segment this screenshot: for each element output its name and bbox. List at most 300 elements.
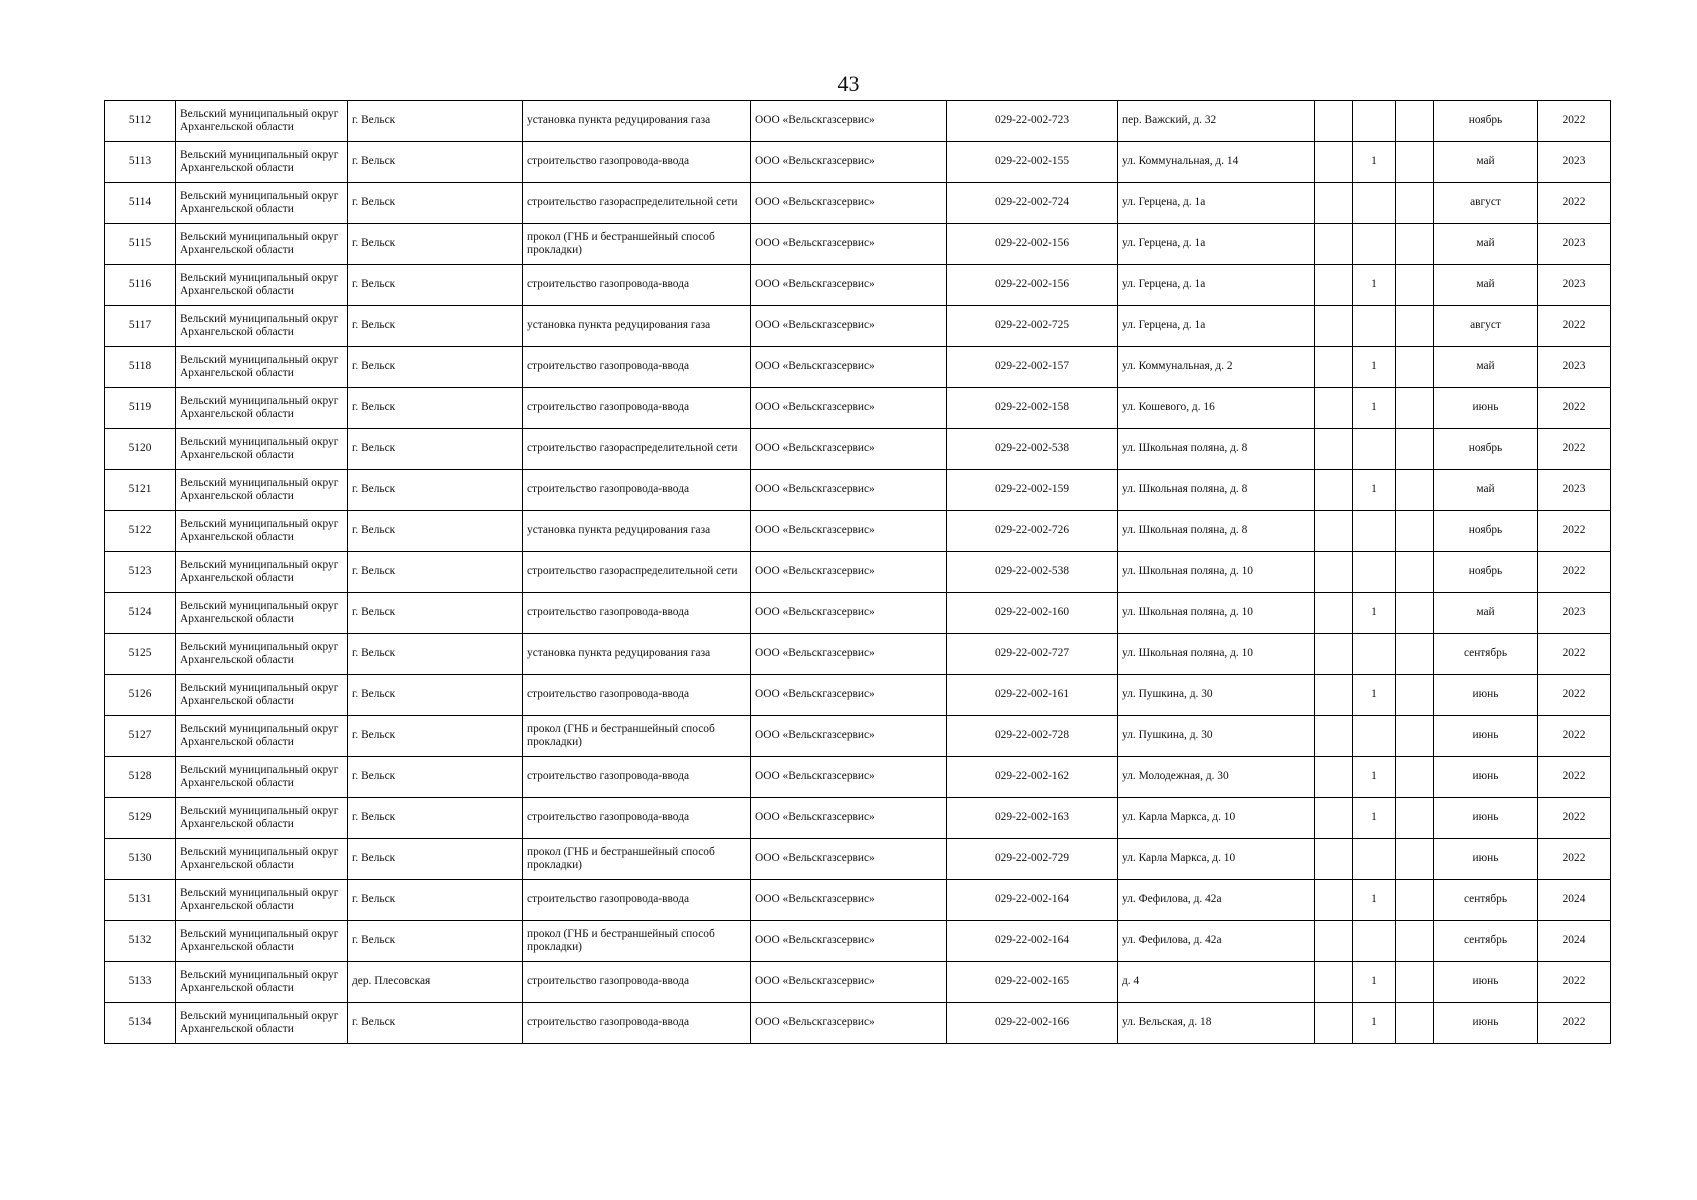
month-cell: май xyxy=(1434,347,1538,388)
year-cell: 2022 xyxy=(1538,716,1611,757)
year-cell: 2023 xyxy=(1538,347,1611,388)
address-cell: ул. Школьная поляна, д. 10 xyxy=(1118,593,1315,634)
year-cell: 2022 xyxy=(1538,511,1611,552)
address-cell: пер. Важский, д. 32 xyxy=(1118,101,1315,142)
work-type-cell: прокол (ГНБ и бестраншейный способ прокладки) xyxy=(523,839,751,880)
district-cell: Вельский муниципальный округ Архангельской области xyxy=(176,921,348,962)
organization-cell: ООО «Вельскгазсервис» xyxy=(751,224,947,265)
object-code-cell: 029-22-002-156 xyxy=(947,265,1118,306)
work-type-cell: строительство газопровода-ввода xyxy=(523,142,751,183)
count-cell xyxy=(1353,183,1396,224)
work-type-cell: строительство газопровода-ввода xyxy=(523,593,751,634)
count-cell xyxy=(1353,511,1396,552)
empty-cell-a xyxy=(1315,1003,1353,1044)
empty-cell-b xyxy=(1396,511,1434,552)
empty-cell-a xyxy=(1315,306,1353,347)
organization-cell: ООО «Вельскгазсервис» xyxy=(751,921,947,962)
settlement-cell: г. Вельск xyxy=(348,839,523,880)
address-cell: ул. Герцена, д. 1а xyxy=(1118,265,1315,306)
table-row xyxy=(105,511,1611,552)
empty-cell-a xyxy=(1315,798,1353,839)
organization-cell: ООО «Вельскгазсервис» xyxy=(751,593,947,634)
month-cell: июнь xyxy=(1434,839,1538,880)
settlement-cell: дер. Плесовская xyxy=(348,962,523,1003)
district-cell: Вельский муниципальный округ Архангельской области xyxy=(176,880,348,921)
organization-cell: ООО «Вельскгазсервис» xyxy=(751,962,947,1003)
month-cell: май xyxy=(1434,142,1538,183)
count-cell: 1 xyxy=(1353,880,1396,921)
district-cell: Вельский муниципальный округ Архангельской области xyxy=(176,265,348,306)
object-code-cell: 029-22-002-727 xyxy=(947,634,1118,675)
work-type-cell: установка пункта редуцирования газа xyxy=(523,101,751,142)
organization-cell: ООО «Вельскгазсервис» xyxy=(751,142,947,183)
count-cell: 1 xyxy=(1353,470,1396,511)
object-code-cell: 029-22-002-156 xyxy=(947,224,1118,265)
count-cell xyxy=(1353,552,1396,593)
empty-cell-b xyxy=(1396,552,1434,593)
row-number-cell: 5120 xyxy=(105,429,176,470)
settlement-cell: г. Вельск xyxy=(348,511,523,552)
district-cell: Вельский муниципальный округ Архангельской области xyxy=(176,183,348,224)
table-row xyxy=(105,921,1611,962)
work-type-cell: строительство газопровода-ввода xyxy=(523,347,751,388)
work-type-cell: прокол (ГНБ и бестраншейный способ прокладки) xyxy=(523,716,751,757)
row-number-cell: 5124 xyxy=(105,593,176,634)
year-cell: 2022 xyxy=(1538,839,1611,880)
row-number-cell: 5117 xyxy=(105,306,176,347)
organization-cell: ООО «Вельскгазсервис» xyxy=(751,716,947,757)
work-type-cell: строительство газопровода-ввода xyxy=(523,798,751,839)
address-cell: ул. Коммунальная, д. 2 xyxy=(1118,347,1315,388)
organization-cell: ООО «Вельскгазсервис» xyxy=(751,306,947,347)
settlement-cell: г. Вельск xyxy=(348,593,523,634)
count-cell xyxy=(1353,716,1396,757)
table-row xyxy=(105,388,1611,429)
district-cell: Вельский муниципальный округ Архангельской области xyxy=(176,839,348,880)
table-row xyxy=(105,798,1611,839)
empty-cell-b xyxy=(1396,101,1434,142)
month-cell: июнь xyxy=(1434,675,1538,716)
row-number-cell: 5134 xyxy=(105,1003,176,1044)
table-body xyxy=(105,101,1611,1044)
year-cell: 2024 xyxy=(1538,880,1611,921)
district-cell: Вельский муниципальный округ Архангельской области xyxy=(176,511,348,552)
object-code-cell: 029-22-002-163 xyxy=(947,798,1118,839)
row-number-cell: 5125 xyxy=(105,634,176,675)
settlement-cell: г. Вельск xyxy=(348,183,523,224)
object-code-cell: 029-22-002-164 xyxy=(947,921,1118,962)
object-code-cell: 029-22-002-157 xyxy=(947,347,1118,388)
district-cell: Вельский муниципальный округ Архангельской области xyxy=(176,388,348,429)
month-cell: ноябрь xyxy=(1434,101,1538,142)
empty-cell-a xyxy=(1315,183,1353,224)
district-cell: Вельский муниципальный округ Архангельской области xyxy=(176,142,348,183)
address-cell: ул. Молодежная, д. 30 xyxy=(1118,757,1315,798)
row-number-cell: 5115 xyxy=(105,224,176,265)
empty-cell-b xyxy=(1396,265,1434,306)
district-cell: Вельский муниципальный округ Архангельской области xyxy=(176,675,348,716)
registry-table xyxy=(104,100,1611,1044)
empty-cell-b xyxy=(1396,470,1434,511)
empty-cell-b xyxy=(1396,798,1434,839)
year-cell: 2023 xyxy=(1538,470,1611,511)
year-cell: 2022 xyxy=(1538,675,1611,716)
organization-cell: ООО «Вельскгазсервис» xyxy=(751,1003,947,1044)
table-row xyxy=(105,552,1611,593)
count-cell xyxy=(1353,839,1396,880)
month-cell: август xyxy=(1434,306,1538,347)
row-number-cell: 5132 xyxy=(105,921,176,962)
month-cell: сентябрь xyxy=(1434,634,1538,675)
empty-cell-a xyxy=(1315,880,1353,921)
table-row xyxy=(105,183,1611,224)
year-cell: 2022 xyxy=(1538,429,1611,470)
empty-cell-a xyxy=(1315,429,1353,470)
work-type-cell: строительство газораспределительной сети xyxy=(523,552,751,593)
address-cell: ул. Фефилова, д. 42а xyxy=(1118,921,1315,962)
empty-cell-b xyxy=(1396,675,1434,716)
address-cell: ул. Пушкина, д. 30 xyxy=(1118,675,1315,716)
settlement-cell: г. Вельск xyxy=(348,1003,523,1044)
work-type-cell: прокол (ГНБ и бестраншейный способ прокладки) xyxy=(523,921,751,962)
district-cell: Вельский муниципальный округ Архангельской области xyxy=(176,757,348,798)
object-code-cell: 029-22-002-725 xyxy=(947,306,1118,347)
year-cell: 2022 xyxy=(1538,798,1611,839)
empty-cell-a xyxy=(1315,224,1353,265)
table-row xyxy=(105,593,1611,634)
district-cell: Вельский муниципальный округ Архангельской области xyxy=(176,962,348,1003)
month-cell: июнь xyxy=(1434,962,1538,1003)
district-cell: Вельский муниципальный округ Архангельской области xyxy=(176,224,348,265)
object-code-cell: 029-22-002-165 xyxy=(947,962,1118,1003)
empty-cell-b xyxy=(1396,921,1434,962)
object-code-cell: 029-22-002-723 xyxy=(947,101,1118,142)
object-code-cell: 029-22-002-155 xyxy=(947,142,1118,183)
count-cell xyxy=(1353,429,1396,470)
empty-cell-a xyxy=(1315,716,1353,757)
district-cell: Вельский муниципальный округ Архангельской области xyxy=(176,101,348,142)
year-cell: 2023 xyxy=(1538,593,1611,634)
year-cell: 2022 xyxy=(1538,101,1611,142)
empty-cell-b xyxy=(1396,183,1434,224)
table-row xyxy=(105,757,1611,798)
row-number-cell: 5128 xyxy=(105,757,176,798)
row-number-cell: 5129 xyxy=(105,798,176,839)
row-number-cell: 5123 xyxy=(105,552,176,593)
count-cell: 1 xyxy=(1353,265,1396,306)
empty-cell-b xyxy=(1396,839,1434,880)
organization-cell: ООО «Вельскгазсервис» xyxy=(751,429,947,470)
address-cell: ул. Герцена, д. 1а xyxy=(1118,224,1315,265)
year-cell: 2023 xyxy=(1538,265,1611,306)
row-number-cell: 5131 xyxy=(105,880,176,921)
address-cell: ул. Вельская, д. 18 xyxy=(1118,1003,1315,1044)
year-cell: 2022 xyxy=(1538,1003,1611,1044)
row-number-cell: 5127 xyxy=(105,716,176,757)
month-cell: ноябрь xyxy=(1434,511,1538,552)
year-cell: 2022 xyxy=(1538,306,1611,347)
empty-cell-b xyxy=(1396,634,1434,675)
count-cell xyxy=(1353,634,1396,675)
object-code-cell: 029-22-002-729 xyxy=(947,839,1118,880)
count-cell: 1 xyxy=(1353,962,1396,1003)
table-row xyxy=(105,716,1611,757)
settlement-cell: г. Вельск xyxy=(348,388,523,429)
organization-cell: ООО «Вельскгазсервис» xyxy=(751,101,947,142)
settlement-cell: г. Вельск xyxy=(348,224,523,265)
empty-cell-a xyxy=(1315,142,1353,183)
year-cell: 2022 xyxy=(1538,634,1611,675)
row-number-cell: 5116 xyxy=(105,265,176,306)
row-number-cell: 5133 xyxy=(105,962,176,1003)
settlement-cell: г. Вельск xyxy=(348,798,523,839)
organization-cell: ООО «Вельскгазсервис» xyxy=(751,839,947,880)
count-cell xyxy=(1353,306,1396,347)
empty-cell-b xyxy=(1396,593,1434,634)
month-cell: июнь xyxy=(1434,1003,1538,1044)
empty-cell-a xyxy=(1315,839,1353,880)
object-code-cell: 029-22-002-159 xyxy=(947,470,1118,511)
empty-cell-a xyxy=(1315,347,1353,388)
address-cell: ул. Школьная поляна, д. 10 xyxy=(1118,552,1315,593)
month-cell: май xyxy=(1434,265,1538,306)
district-cell: Вельский муниципальный округ Архангельской области xyxy=(176,347,348,388)
row-number-cell: 5118 xyxy=(105,347,176,388)
year-cell: 2022 xyxy=(1538,388,1611,429)
work-type-cell: строительство газопровода-ввода xyxy=(523,388,751,429)
year-cell: 2023 xyxy=(1538,142,1611,183)
table-row xyxy=(105,224,1611,265)
address-cell: ул. Школьная поляна, д. 8 xyxy=(1118,511,1315,552)
month-cell: май xyxy=(1434,224,1538,265)
row-number-cell: 5114 xyxy=(105,183,176,224)
district-cell: Вельский муниципальный округ Архангельской области xyxy=(176,306,348,347)
month-cell: май xyxy=(1434,593,1538,634)
empty-cell-a xyxy=(1315,757,1353,798)
empty-cell-b xyxy=(1396,388,1434,429)
work-type-cell: установка пункта редуцирования газа xyxy=(523,511,751,552)
empty-cell-b xyxy=(1396,142,1434,183)
object-code-cell: 029-22-002-161 xyxy=(947,675,1118,716)
table-row xyxy=(105,265,1611,306)
address-cell: ул. Кошевого, д. 16 xyxy=(1118,388,1315,429)
count-cell: 1 xyxy=(1353,1003,1396,1044)
address-cell: ул. Герцена, д. 1а xyxy=(1118,306,1315,347)
month-cell: ноябрь xyxy=(1434,429,1538,470)
month-cell: август xyxy=(1434,183,1538,224)
work-type-cell: строительство газораспределительной сети xyxy=(523,429,751,470)
table-row xyxy=(105,306,1611,347)
table-row xyxy=(105,347,1611,388)
address-cell: ул. Герцена, д. 1а xyxy=(1118,183,1315,224)
empty-cell-a xyxy=(1315,921,1353,962)
table-row xyxy=(105,470,1611,511)
row-number-cell: 5121 xyxy=(105,470,176,511)
empty-cell-a xyxy=(1315,593,1353,634)
row-number-cell: 5122 xyxy=(105,511,176,552)
settlement-cell: г. Вельск xyxy=(348,101,523,142)
empty-cell-b xyxy=(1396,880,1434,921)
month-cell: июнь xyxy=(1434,757,1538,798)
empty-cell-b xyxy=(1396,1003,1434,1044)
object-code-cell: 029-22-002-164 xyxy=(947,880,1118,921)
address-cell: ул. Коммунальная, д. 14 xyxy=(1118,142,1315,183)
table-row xyxy=(105,101,1611,142)
empty-cell-b xyxy=(1396,716,1434,757)
settlement-cell: г. Вельск xyxy=(348,716,523,757)
empty-cell-b xyxy=(1396,347,1434,388)
year-cell: 2022 xyxy=(1538,183,1611,224)
settlement-cell: г. Вельск xyxy=(348,552,523,593)
organization-cell: ООО «Вельскгазсервис» xyxy=(751,798,947,839)
settlement-cell: г. Вельск xyxy=(348,757,523,798)
address-cell: ул. Карла Маркса, д. 10 xyxy=(1118,839,1315,880)
settlement-cell: г. Вельск xyxy=(348,347,523,388)
organization-cell: ООО «Вельскгазсервис» xyxy=(751,347,947,388)
table-row xyxy=(105,429,1611,470)
table-row xyxy=(105,880,1611,921)
table-row xyxy=(105,1003,1611,1044)
object-code-cell: 029-22-002-728 xyxy=(947,716,1118,757)
work-type-cell: установка пункта редуцирования газа xyxy=(523,634,751,675)
empty-cell-a xyxy=(1315,675,1353,716)
address-cell: ул. Школьная поляна, д. 10 xyxy=(1118,634,1315,675)
district-cell: Вельский муниципальный округ Архангельской области xyxy=(176,1003,348,1044)
work-type-cell: строительство газопровода-ввода xyxy=(523,1003,751,1044)
district-cell: Вельский муниципальный округ Архангельской области xyxy=(176,716,348,757)
empty-cell-a xyxy=(1315,511,1353,552)
organization-cell: ООО «Вельскгазсервис» xyxy=(751,675,947,716)
object-code-cell: 029-22-002-538 xyxy=(947,552,1118,593)
work-type-cell: строительство газопровода-ввода xyxy=(523,880,751,921)
count-cell: 1 xyxy=(1353,142,1396,183)
settlement-cell: г. Вельск xyxy=(348,265,523,306)
year-cell: 2024 xyxy=(1538,921,1611,962)
object-code-cell: 029-22-002-538 xyxy=(947,429,1118,470)
month-cell: июнь xyxy=(1434,716,1538,757)
page-number: 43 xyxy=(837,71,860,96)
empty-cell-a xyxy=(1315,265,1353,306)
month-cell: июнь xyxy=(1434,798,1538,839)
address-cell: ул. Школьная поляна, д. 8 xyxy=(1118,429,1315,470)
district-cell: Вельский муниципальный округ Архангельской области xyxy=(176,593,348,634)
table-row xyxy=(105,634,1611,675)
count-cell: 1 xyxy=(1353,757,1396,798)
empty-cell-b xyxy=(1396,306,1434,347)
organization-cell: ООО «Вельскгазсервис» xyxy=(751,552,947,593)
row-number-cell: 5113 xyxy=(105,142,176,183)
count-cell: 1 xyxy=(1353,675,1396,716)
district-cell: Вельский муниципальный округ Архангельской области xyxy=(176,798,348,839)
settlement-cell: г. Вельск xyxy=(348,470,523,511)
count-cell xyxy=(1353,224,1396,265)
address-cell: ул. Школьная поляна, д. 8 xyxy=(1118,470,1315,511)
empty-cell-a xyxy=(1315,101,1353,142)
organization-cell: ООО «Вельскгазсервис» xyxy=(751,470,947,511)
address-cell: д. 4 xyxy=(1118,962,1315,1003)
empty-cell-a xyxy=(1315,552,1353,593)
year-cell: 2022 xyxy=(1538,552,1611,593)
work-type-cell: строительство газопровода-ввода xyxy=(523,757,751,798)
year-cell: 2022 xyxy=(1538,757,1611,798)
object-code-cell: 029-22-002-160 xyxy=(947,593,1118,634)
empty-cell-a xyxy=(1315,388,1353,429)
year-cell: 2023 xyxy=(1538,224,1611,265)
district-cell: Вельский муниципальный округ Архангельской области xyxy=(176,552,348,593)
count-cell: 1 xyxy=(1353,593,1396,634)
empty-cell-b xyxy=(1396,224,1434,265)
organization-cell: ООО «Вельскгазсервис» xyxy=(751,265,947,306)
work-type-cell: строительство газопровода-ввода xyxy=(523,470,751,511)
row-number-cell: 5130 xyxy=(105,839,176,880)
empty-cell-b xyxy=(1396,757,1434,798)
object-code-cell: 029-22-002-724 xyxy=(947,183,1118,224)
count-cell: 1 xyxy=(1353,798,1396,839)
month-cell: сентябрь xyxy=(1434,921,1538,962)
empty-cell-b xyxy=(1396,962,1434,1003)
empty-cell-a xyxy=(1315,470,1353,511)
work-type-cell: строительство газопровода-ввода xyxy=(523,962,751,1003)
settlement-cell: г. Вельск xyxy=(348,634,523,675)
month-cell: май xyxy=(1434,470,1538,511)
settlement-cell: г. Вельск xyxy=(348,306,523,347)
organization-cell: ООО «Вельскгазсервис» xyxy=(751,511,947,552)
settlement-cell: г. Вельск xyxy=(348,880,523,921)
table-row xyxy=(105,962,1611,1003)
row-number-cell: 5126 xyxy=(105,675,176,716)
count-cell xyxy=(1353,921,1396,962)
table-row xyxy=(105,142,1611,183)
row-number-cell: 5112 xyxy=(105,101,176,142)
table-row xyxy=(105,675,1611,716)
settlement-cell: г. Вельск xyxy=(348,429,523,470)
object-code-cell: 029-22-002-726 xyxy=(947,511,1118,552)
settlement-cell: г. Вельск xyxy=(348,921,523,962)
work-type-cell: установка пункта редуцирования газа xyxy=(523,306,751,347)
count-cell xyxy=(1353,101,1396,142)
organization-cell: ООО «Вельскгазсервис» xyxy=(751,757,947,798)
address-cell: ул. Фефилова, д. 42а xyxy=(1118,880,1315,921)
organization-cell: ООО «Вельскгазсервис» xyxy=(751,634,947,675)
address-cell: ул. Пушкина, д. 30 xyxy=(1118,716,1315,757)
empty-cell-a xyxy=(1315,634,1353,675)
object-code-cell: 029-22-002-162 xyxy=(947,757,1118,798)
table-row xyxy=(105,839,1611,880)
month-cell: сентябрь xyxy=(1434,880,1538,921)
month-cell: июнь xyxy=(1434,388,1538,429)
count-cell: 1 xyxy=(1353,388,1396,429)
work-type-cell: строительство газопровода-ввода xyxy=(523,265,751,306)
work-type-cell: прокол (ГНБ и бестраншейный способ прокладки) xyxy=(523,224,751,265)
district-cell: Вельский муниципальный округ Архангельской области xyxy=(176,429,348,470)
empty-cell-b xyxy=(1396,429,1434,470)
object-code-cell: 029-22-002-158 xyxy=(947,388,1118,429)
object-code-cell: 029-22-002-166 xyxy=(947,1003,1118,1044)
year-cell: 2022 xyxy=(1538,962,1611,1003)
work-type-cell: строительство газопровода-ввода xyxy=(523,675,751,716)
month-cell: ноябрь xyxy=(1434,552,1538,593)
row-number-cell: 5119 xyxy=(105,388,176,429)
organization-cell: ООО «Вельскгазсервис» xyxy=(751,880,947,921)
settlement-cell: г. Вельск xyxy=(348,142,523,183)
organization-cell: ООО «Вельскгазсервис» xyxy=(751,183,947,224)
settlement-cell: г. Вельск xyxy=(348,675,523,716)
work-type-cell: строительство газораспределительной сети xyxy=(523,183,751,224)
district-cell: Вельский муниципальный округ Архангельской области xyxy=(176,470,348,511)
address-cell: ул. Карла Маркса, д. 10 xyxy=(1118,798,1315,839)
organization-cell: ООО «Вельскгазсервис» xyxy=(751,388,947,429)
count-cell: 1 xyxy=(1353,347,1396,388)
